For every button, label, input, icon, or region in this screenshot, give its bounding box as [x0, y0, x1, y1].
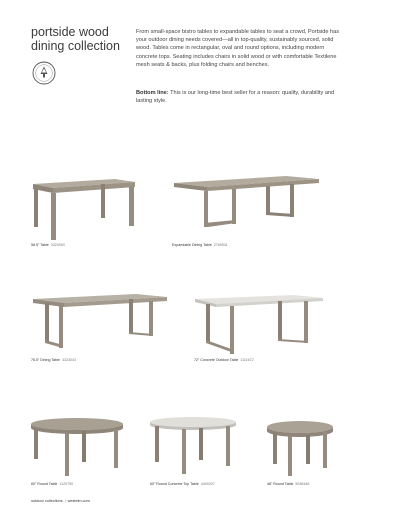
product-expandable-dining-table[interactable]	[172, 174, 320, 247]
product-name: 72" Concrete Outdoor Table	[194, 358, 239, 362]
product-sku: 2769541	[213, 243, 228, 247]
product-caption	[31, 482, 73, 486]
tree-badge-icon	[32, 61, 56, 85]
product-caption	[31, 243, 65, 247]
product-76-dining-table[interactable]	[31, 292, 169, 362]
product-sku: 3323043	[61, 358, 76, 362]
page-footer	[31, 499, 90, 503]
product-name: Expandable Dining Table	[172, 243, 212, 247]
round-concrete-table-illustration	[148, 416, 238, 478]
title-line-1: portside wood	[31, 25, 109, 39]
product-caption	[267, 482, 309, 486]
product-58-table[interactable]	[31, 176, 137, 247]
round-48-table-illustration	[265, 420, 335, 478]
product-name: 76.5" Dining Table	[31, 358, 60, 362]
product-name: 58.5" Table	[31, 243, 49, 247]
title-line-2: dining collection	[31, 38, 120, 53]
footer-website-link[interactable]: westelm.com	[67, 499, 90, 503]
bottom-line-text: This is our long-time best seller for a reason: quality, durability and lasting style.	[136, 90, 335, 105]
product-sku: 1120790	[59, 482, 74, 486]
product-60-round-table[interactable]	[29, 416, 127, 486]
footer-separator: |	[64, 499, 66, 503]
bottom-line-label: Bottom line:	[136, 90, 169, 96]
product-sku: 3323063	[50, 243, 65, 247]
page-title	[31, 26, 131, 53]
product-sku: 4400207	[200, 482, 215, 486]
expandable-table-illustration	[172, 174, 320, 240]
product-sku: 1111672	[240, 358, 254, 362]
product-sku: 5038446	[295, 482, 310, 486]
intro-paragraph: From small-space bistro tables to expandable tables to seat a crowd, Portside has your outdoor dining needs covered—all in top-quality, sustainably sourced, solid wood. Tables come in rectangular, oval and round options, including modern concrete tops. Seating includes chairs in solid wood or with comfortable Textilene mesh seats & backs, plus folding chairs and benches.	[136, 29, 340, 68]
bottom-line-paragraph	[136, 89, 346, 105]
product-caption	[31, 358, 76, 362]
product-60-round-concrete-table[interactable]	[148, 416, 238, 486]
concrete-table-illustration	[194, 294, 324, 356]
product-72-concrete-table[interactable]	[194, 294, 324, 362]
table-58-illustration	[31, 176, 137, 240]
product-name: 60" Round Table	[31, 482, 58, 486]
round-table-illustration	[29, 416, 127, 478]
product-48-round-table[interactable]	[265, 420, 335, 486]
product-caption	[150, 482, 215, 486]
product-caption	[194, 358, 254, 362]
product-name: 60" Round Concrete Top Table	[150, 482, 199, 486]
table-76-illustration	[31, 292, 169, 354]
footer-section-label: outdoor collections	[31, 499, 63, 503]
product-name: 48" Round Table	[267, 482, 294, 486]
product-caption	[172, 243, 228, 247]
